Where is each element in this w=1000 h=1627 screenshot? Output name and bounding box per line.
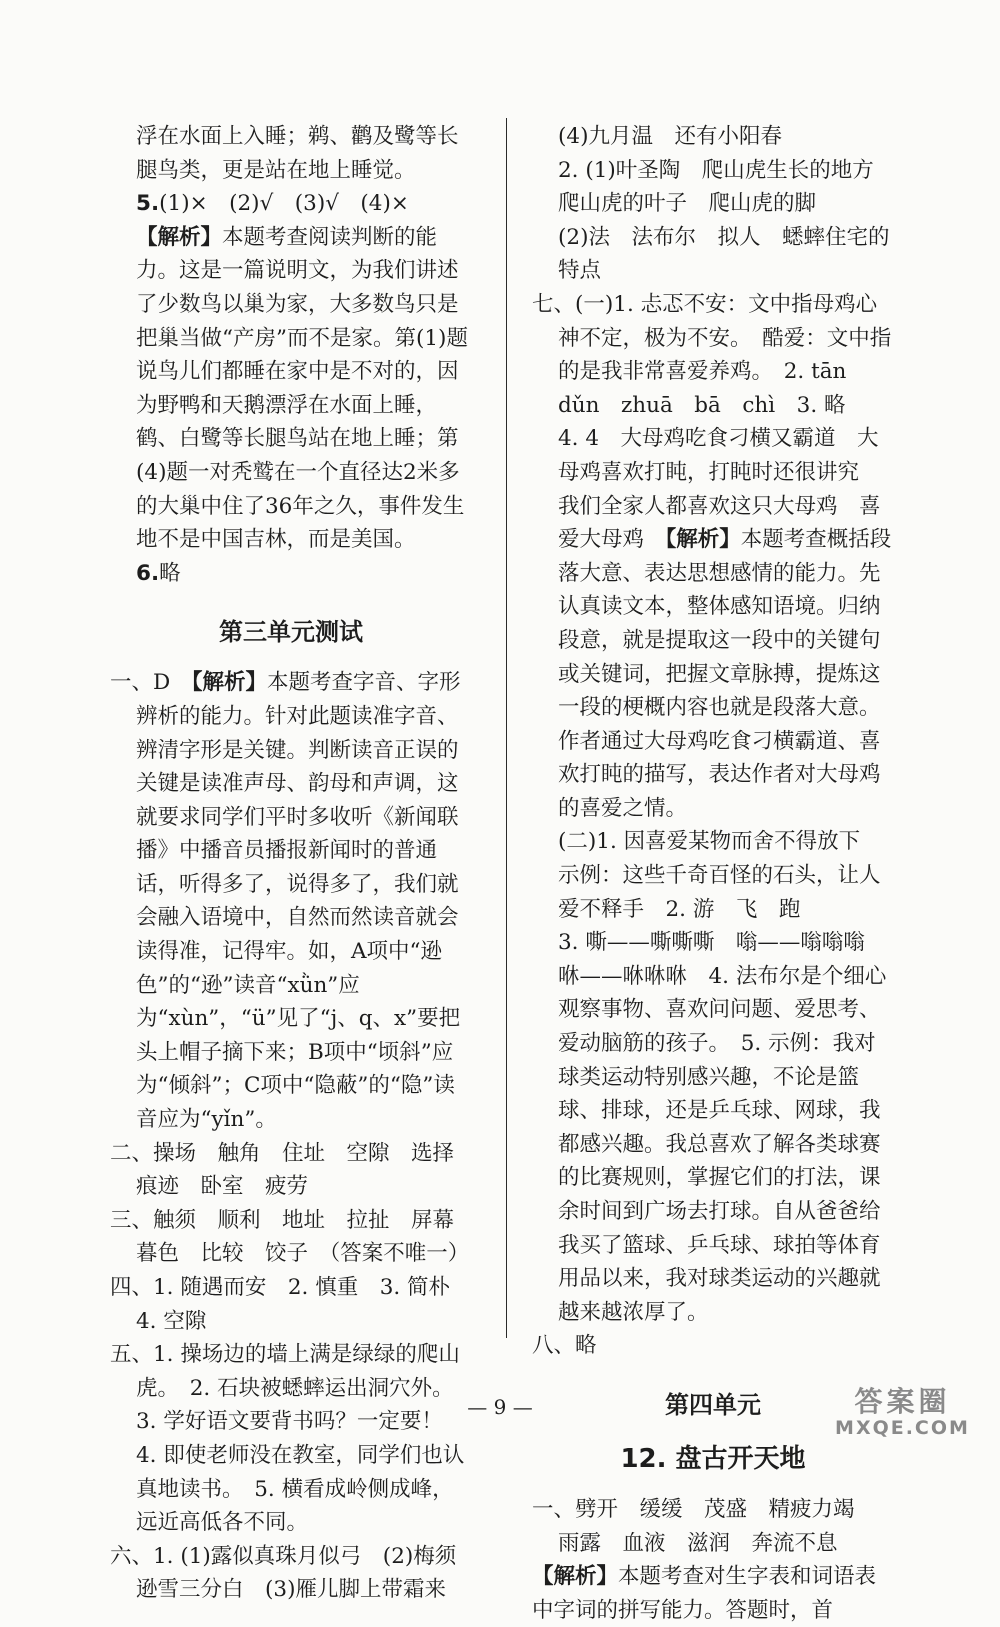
item-number: 5.	[136, 191, 160, 217]
answer-text: (1)× (2)√ (3)√ (4)×	[159, 191, 409, 217]
analysis-text: 本题考查对生字表和词语表中字词的拼写能力。答题时，首	[532, 1564, 877, 1623]
answer-5	[110, 187, 472, 221]
text-line: (4)九月温 还有小阳春	[558, 124, 782, 149]
lesson-analysis	[532, 1560, 894, 1627]
question-6: 六、1. (1)露似真珠月似弓 (2)梅须逊雪三分白 (3)雁儿脚上带霜来	[110, 1543, 457, 1603]
analysis-paragraph	[110, 221, 472, 557]
left-column	[110, 120, 472, 1607]
question-5-line: 4. 即使老师没在教室，同学们也认真地读书。 5. 横看成岭侧成峰，远近高低各不同。	[136, 1442, 465, 1536]
page-number: — 9 —	[467, 1395, 533, 1419]
lesson-question-1-line: 一、劈开 缓缓 茂盛 精疲力竭	[532, 1496, 855, 1522]
analysis-tag: 【解析】	[191, 670, 268, 696]
question-7-item-4	[532, 422, 894, 825]
analysis-text: 本题考查字音、字形辨析的能力。针对此题读准字音、辨清字形是关键。判断读音正误的关键是读准声母、韵母和声调，这就要求同学们平时多收听《新闻联播》中播音员播报新闻时的普通话，听得多了，说得多了，我们就会融入语境中，自然而然读音就会读得准，记得牢。如，A项中“逊色”的“逊”读音“xǜn”应为“xùn”，“ü”见了“j、q、x”要把头上帽子摘下来；B项中“顷斜”应为“倾斜”；C项中“隐蔽”的“隐”读音应为“yǐn”。	[136, 670, 461, 1133]
question-8: 八、略	[532, 1333, 597, 1359]
question-1	[110, 666, 472, 1136]
question-7-part-2: (二)1. 因喜爱某物而舍不得放下 示例：这些千奇百怪的石头，让人爱不释手 2. 游 飞 跑	[558, 829, 882, 922]
text-line: (2)法 法布尔 拟人 蟋蟀住宅的特点	[558, 224, 890, 284]
watermark-url: MXQE.COM	[835, 1417, 970, 1439]
question-7-part-1: 七、(一)1. 忐忑不安：文中指母鸡心神不定，极为不安。 酷爱：文中指的是我非常喜爱养鸡。 2. tān dǔn zhuā bā chì 3. 略	[532, 291, 892, 418]
text-line: 2. (1)叶圣陶 爬山虎生长的地方 爬山虎的叶子 爬山虎的脚	[558, 157, 896, 217]
question-7-items: 3. 嘶——嘶嘶嘶 嗡——嗡嗡嗡 咻——咻咻咻 4. 法布尔是个细心观察事物、喜欢问问题、爱思考、爱动脑筋的孩子。 5. 示例：我对球类运动特别感兴趣，不论是篮球、排球，还是乒乓球、网球，我都感兴趣。我总喜欢了解各类球赛的比赛规则，掌握它们的打法，课余时间到广场去打球。自从爸爸给我买了篮球、乒乓球、球拍等体育用品以来，我对球类运动的兴趣就越来越浓厚了。	[558, 930, 887, 1325]
answer-6	[110, 557, 472, 591]
section-title: 第三单元测试	[219, 618, 363, 647]
question-3-line: 暮色 比较 饺子 （答案不唯一）	[136, 1241, 470, 1267]
item-number: 6.	[136, 560, 160, 586]
question-4-line: 4. 空隙	[136, 1308, 207, 1334]
answer-text: 略	[159, 560, 181, 586]
analysis-text: 本题考查概括段落大意、表达思想感情的能力。先认真读文本，整体感知语境。归纳段意，就是提取这一段中的关键句或关键词，把握文章脉搏，提炼这一段的梗概内容也就是段落大意。作者通过大母鸡吃食刁横霸道、喜欢打盹的描写，表达作者对大母鸡的喜爱之情。	[558, 527, 892, 821]
question-5-line: 五、1. 操场边的墙上满是绿绿的爬山虎。 2. 石块被蟋蟀运出洞穴外。	[110, 1342, 460, 1401]
question-2-line: 痕迹 卧室 疲劳	[136, 1174, 309, 1200]
question-3-line: 三、触须 顺利 地址 拉扯 屏幕	[110, 1207, 455, 1233]
analysis-tag: 【解析】	[532, 1564, 619, 1590]
lesson-title: 12. 盘古开天地	[620, 1443, 806, 1474]
question-lead: 一、D	[110, 670, 171, 696]
analysis-tag: 【解析】	[665, 527, 741, 553]
text-line: 浮在水面上入睡；鹈、鹳及鹭等长	[136, 124, 459, 149]
unit-title: 第四单元	[665, 1390, 761, 1419]
column-divider	[506, 118, 507, 1338]
lesson-question-1-line: 雨露 血液 滋润 奔流不息	[558, 1530, 838, 1556]
question-5-line: 3. 学好语文要背书吗？一定要！	[136, 1409, 443, 1435]
watermark-text: 答案圈	[854, 1385, 951, 1418]
question-2-line: 二、操场 触角 住址 空隙 选择	[110, 1140, 455, 1166]
text-line: 腿鸟类，更是站在地上睡觉。	[136, 157, 416, 183]
analysis-text: 本题考查阅读判断的能力。这是一篇说明文，为我们讲述了少数鸟以巢为家，大多数鸟只是把巢当做“产房”而不是家。第(1)题说鸟儿们都睡在家中是不对的，因为野鸭和天鹅漂浮在水面上睡，鹤、白鹭等长腿鸟站在地上睡；第(4)题一对秃鹫在一个直径达2米多的大巢中住了36年之久，事件发生地不是中国吉林，而是美国。	[136, 224, 468, 553]
analysis-tag: 【解析】	[136, 224, 223, 250]
answer-text: 4. 4 大母鸡吃食刁横又霸道 大母鸡喜欢打盹，打盹时还很讲究 我们全家人都喜欢这只大母鸡 喜爱大母鸡	[558, 426, 881, 553]
watermark-logo	[815, 1385, 990, 1441]
question-4-line: 四、1. 随遇而安 2. 慎重 3. 简朴	[110, 1275, 451, 1300]
